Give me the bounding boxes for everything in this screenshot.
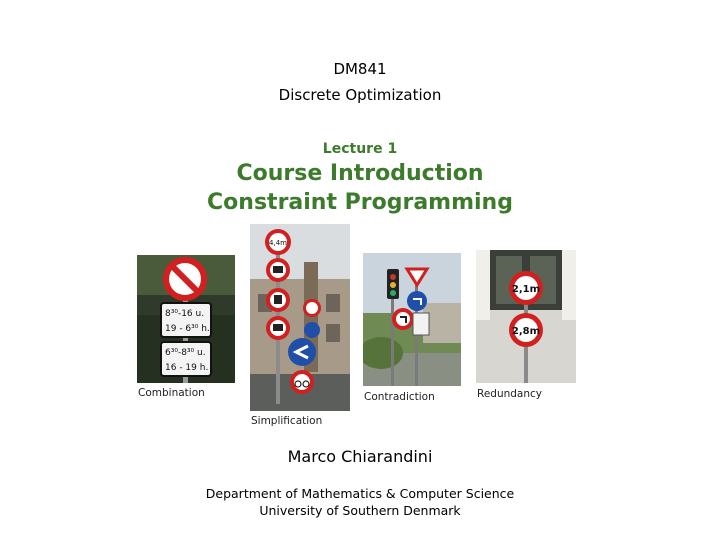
plate-text: 6³⁰-8³⁰ u. bbox=[165, 348, 206, 358]
institution-university: University of Southern Denmark bbox=[259, 503, 461, 518]
institution-department: Department of Mathematics & Computer Science bbox=[205, 486, 515, 501]
combination-photo bbox=[137, 255, 235, 383]
contradiction-photo bbox=[363, 253, 461, 386]
height-limit-text: 4,4m bbox=[269, 239, 287, 247]
title-line-1: Course Introduction bbox=[236, 161, 484, 186]
combination-caption: Combination bbox=[138, 387, 205, 399]
author-name: Marco Chiarandini bbox=[287, 447, 433, 466]
redundancy-photo bbox=[476, 250, 576, 383]
simplification-photo bbox=[250, 224, 350, 411]
simplification-caption: Simplification bbox=[251, 415, 323, 427]
title-line-2: Constraint Programming bbox=[207, 190, 513, 215]
height-limit-text: 2,1m bbox=[511, 284, 541, 295]
lecture-number: Lecture 1 bbox=[322, 141, 398, 157]
course-name: Discrete Optimization bbox=[278, 86, 442, 104]
course-code: DM841 bbox=[333, 60, 387, 78]
contradiction-caption: Contradiction bbox=[364, 391, 435, 403]
plate-text: 19 - 6³⁰ h. bbox=[165, 324, 210, 334]
redundancy-caption: Redundancy bbox=[477, 388, 542, 400]
plate-text: 8³⁰-16 u. bbox=[165, 309, 205, 319]
height-limit-text: 2,8m bbox=[511, 326, 541, 337]
plate-text: 16 - 19 h. bbox=[165, 363, 209, 373]
